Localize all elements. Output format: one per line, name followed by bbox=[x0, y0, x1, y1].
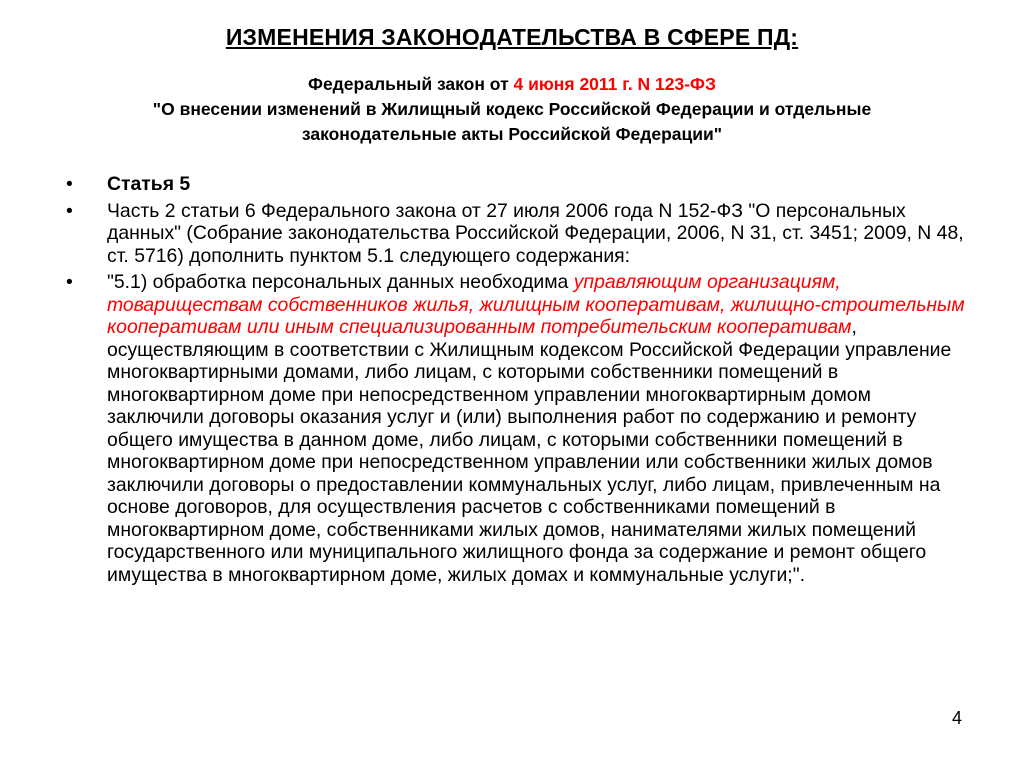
law-subtitle bbox=[40, 72, 984, 147]
page-number: 4 bbox=[951, 708, 962, 728]
law-prefix: Федеральный закон от bbox=[308, 74, 514, 94]
bullet-icon: • bbox=[66, 199, 73, 222]
clause-highlight: управляющим организациям, товариществам собственников жилья, жилищным кооперативам, жилищно-строительным кооперативам или иным специализированным потребительским кооперативам bbox=[107, 271, 965, 338]
law-reference-line bbox=[40, 72, 984, 97]
law-name-line-1: "О внесении изменений в Жилищный кодекс Российской Федерации и отдельные bbox=[152, 99, 872, 119]
law-date-number: 4 июня 2011 г. N 123-ФЗ bbox=[513, 74, 716, 94]
bullet-item-article bbox=[66, 173, 966, 196]
bullet-item-clause bbox=[66, 271, 966, 586]
law-name-line-2: законодательные акты Российской Федерации" bbox=[301, 124, 723, 144]
clause-text-end: , осуществляющим в соответствии с Жилищным кодексом Российской Федерации управление многоквартирными домами, либо лицам, с которыми собственники помещений в многоквартирном доме при непосредственном управлении многоквартирным домом заключили договоры оказания услуг и (или) выполнения работ по содержанию и ремонту общего имущества в данном доме, либо лицам, с которыми собственники помещений в многоквартирном доме при непосредственном управлении или собственники жилых домов заключили договоры о предоставлении коммунальных услуг, либо лицам, привлеченным на основе договоров, для осуществления расчетов с собственниками помещений в многоквартирном доме, собственниками жилых домов, нанимателями жилых помещений государственного или муниципального жилищного фонда за содержание и ремонт общего имущества в многоквартирном доме, жилых домах и коммунальные услуги;". bbox=[107, 316, 952, 586]
bullet-list bbox=[66, 173, 966, 590]
clause-text-start: "5.1) обработка персональных данных необходима bbox=[107, 271, 574, 293]
bullet-item-amendment bbox=[66, 200, 966, 268]
bullet-icon: • bbox=[66, 271, 73, 293]
bullet-icon: • bbox=[66, 173, 73, 195]
slide-title: ИЗМЕНЕНИЯ ЗАКОНОДАТЕЛЬСТВА В СФЕРЕ ПД: bbox=[225, 24, 799, 50]
article-heading: Статья 5 bbox=[107, 173, 191, 195]
amendment-text: Часть 2 статьи 6 Федерального закона от 27 июля 2006 года N 152-ФЗ "О персональных данных" (Собрание законодательства Российской Федерации, 2006, N 31, ст. 3451; 2009, N 48, ст. 5716) дополнить пунктом 5.1 следующего содержания: bbox=[107, 199, 964, 267]
